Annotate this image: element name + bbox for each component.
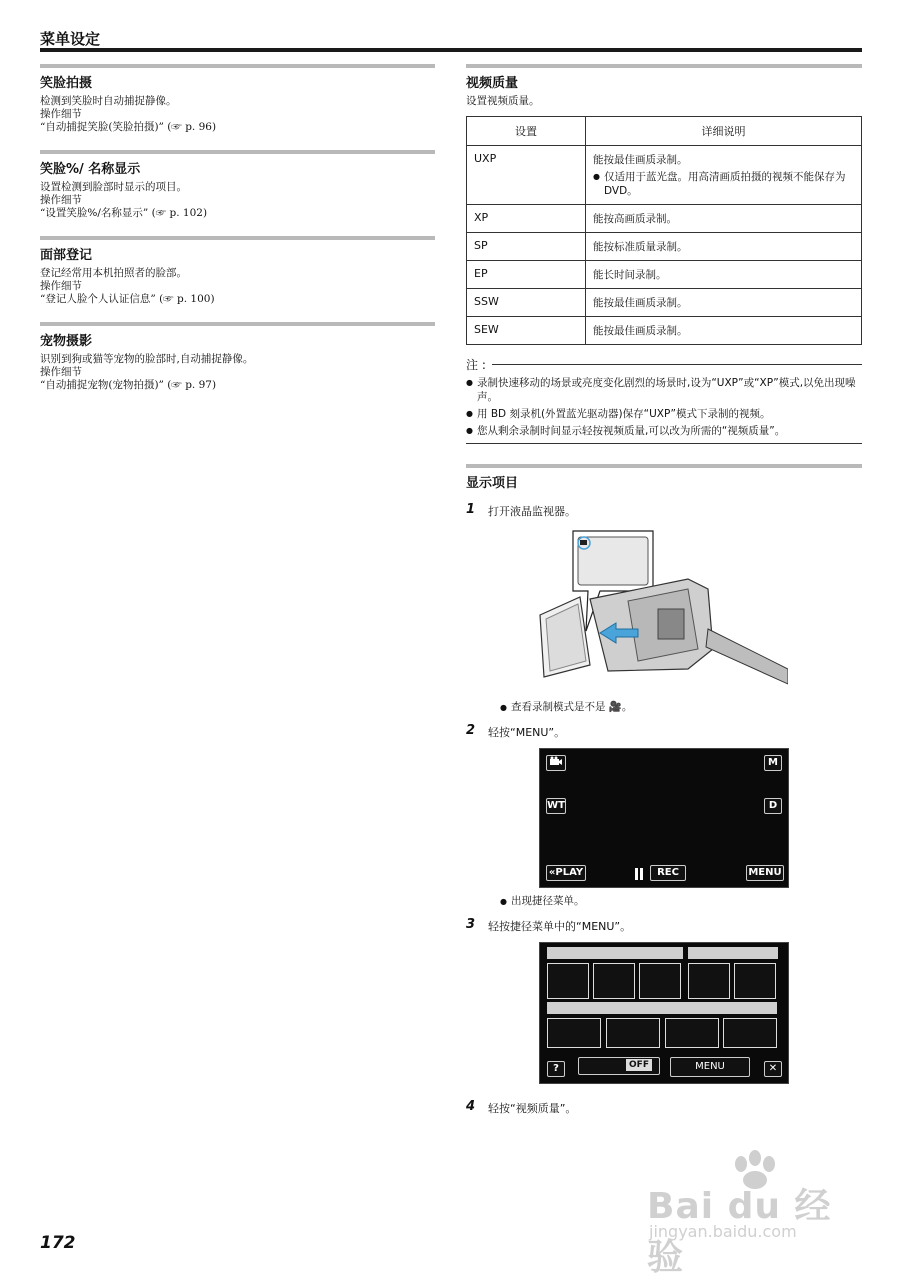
off-label: OFF: [626, 1059, 652, 1071]
camera-icon: [549, 756, 563, 766]
step-number: 1: [466, 502, 476, 517]
camcorder-illustration: [538, 529, 788, 694]
section-title: 笑脸拍摄: [40, 76, 93, 91]
step-text: 轻按“视频质量”。: [488, 1102, 577, 1115]
detail-cell: 能按最佳画质录制。: [586, 317, 862, 345]
table-header-row: [467, 117, 862, 146]
detail-cell: 能按最佳画质录制。: [586, 289, 862, 317]
setting-cell: SEW: [467, 317, 586, 345]
detail-cell: 能按标准质量录制。: [586, 233, 862, 261]
section-desc: 设置检测到脸部时显示的项目。: [40, 181, 187, 193]
setting-cell: UXP: [467, 146, 586, 205]
table-row: [467, 233, 862, 261]
menu-tile[interactable]: [688, 963, 730, 999]
detail-cell: [586, 146, 862, 205]
section-smile-name-display: [40, 150, 435, 220]
section-op-label: 操作细节: [40, 280, 82, 292]
quality-desc: 设置视频质量。: [466, 95, 540, 107]
pause-icon-glyph: [634, 867, 644, 881]
menu-band: [547, 1002, 777, 1014]
menu-tile[interactable]: [723, 1018, 777, 1048]
step-2: [466, 724, 862, 740]
menu-band: [688, 947, 778, 959]
quality-table: [466, 116, 862, 345]
section-op-label: 操作细节: [40, 194, 82, 206]
camcorder-drawing: [538, 529, 788, 694]
menu-tile[interactable]: [606, 1018, 660, 1048]
note-list: [466, 376, 862, 438]
help-button[interactable]: ?: [547, 1061, 565, 1077]
wt-button[interactable]: WT: [546, 798, 566, 814]
left-column: [40, 64, 435, 408]
setting-cell: SSW: [467, 289, 586, 317]
step-2-sub: [488, 894, 862, 908]
m-button[interactable]: M: [764, 755, 782, 771]
section-bar: [40, 236, 435, 240]
note-rule: [492, 364, 862, 365]
setting-cell: XP: [467, 205, 586, 233]
step-1: [466, 503, 862, 519]
table-row: [467, 261, 862, 289]
note-item: ● 用 BD 刻录机(外置蓝光驱动器)保存“UXP”模式下录制的视频。: [466, 407, 862, 421]
section-smile-shot: [40, 64, 435, 134]
step-3: [466, 918, 862, 934]
video-mode-icon[interactable]: [546, 755, 566, 771]
baidu-watermark: [645, 1150, 860, 1278]
table-row: [467, 205, 862, 233]
menu-button[interactable]: MENU: [746, 865, 784, 881]
section-op-label: 操作细节: [40, 366, 82, 378]
col-detail-header: 详细说明: [586, 117, 862, 146]
menu-tile[interactable]: [665, 1018, 719, 1048]
camera-screen-main: [539, 748, 789, 888]
pause-icon[interactable]: [634, 866, 644, 880]
section-bar: [466, 64, 862, 68]
right-column: [466, 64, 862, 1116]
watermark-brand: Bai du 经验: [647, 1186, 832, 1278]
step-text: 轻按“MENU”。: [488, 726, 566, 739]
menu-band: [547, 947, 683, 959]
section-op-label: 操作细节: [40, 108, 82, 120]
menu-tile[interactable]: [593, 963, 635, 999]
close-icon[interactable]: ✕: [764, 1061, 782, 1077]
step-text: 打开液晶监视器。: [488, 505, 576, 518]
note-label: 注 :: [466, 358, 486, 372]
detail-bullet: ● 仅适用于蓝光盘。用高清画质拍摄的视频不能保存为 DVD。: [593, 170, 854, 198]
section-desc: 识别到狗或猫等宠物的脸部时,自动捕捉静像。: [40, 353, 254, 365]
menu-tile[interactable]: [734, 963, 776, 999]
step-sub-text: ● 出现捷径菜单。: [500, 895, 585, 907]
section-desc: 登记经常用本机拍照者的脸部。: [40, 267, 187, 279]
setting-cell: SP: [467, 233, 586, 261]
section-link[interactable]: “设置笑脸%/名称显示” (☞ p. 102): [40, 207, 208, 219]
detail-cell: 能长时间录制。: [586, 261, 862, 289]
menu-tile[interactable]: [547, 1018, 601, 1048]
section-bar: [466, 464, 862, 468]
section-title: 笑脸%/ 名称显示: [40, 162, 141, 177]
menu-tile[interactable]: [639, 963, 681, 999]
menu-tile[interactable]: [547, 963, 589, 999]
section-pet-shot: [40, 322, 435, 392]
section-bar: [40, 64, 435, 68]
step-sub-text: ● 查看录制模式是不是 🎥。: [500, 701, 632, 713]
note-item: ● 录制快速移动的场景或亮度变化剧烈的场景时,设为“UXP”或“XP”模式,以免出现噪声。: [466, 376, 862, 404]
header-rule: [40, 48, 862, 52]
section-title: 面部登记: [40, 248, 93, 263]
page-header-title: 菜单设定: [40, 30, 101, 48]
section-desc: 检测到笑脸时自动捕捉静像。: [40, 95, 177, 107]
note-header: [466, 356, 862, 373]
section-bar: [40, 150, 435, 154]
display-title: 显示项目: [466, 476, 519, 491]
section-face-registration: [40, 236, 435, 306]
quality-title: 视频质量: [466, 76, 519, 91]
table-row: [467, 317, 862, 345]
note-item: ● 您从剩余录制时间显示轻按视频质量,可以改为所需的“视频质量”。: [466, 424, 862, 438]
detail-text: 能按最佳画质录制。: [593, 154, 688, 166]
menu-button[interactable]: MENU: [670, 1057, 750, 1077]
step-1-sub: [488, 700, 862, 714]
section-title: 宠物摄影: [40, 334, 93, 349]
section-link[interactable]: “登记人脸个人认证信息” (☞ p. 100): [40, 293, 215, 305]
step-number: 4: [466, 1099, 476, 1114]
col-setting-header: 设置: [467, 117, 586, 146]
note-end-rule: [466, 443, 862, 444]
step-text: 轻按捷径菜单中的“MENU”。: [488, 920, 632, 933]
section-link[interactable]: “自动捕捉宠物(宠物拍摄)” (☞ p. 97): [40, 379, 217, 391]
section-bar: [40, 322, 435, 326]
step-4: [466, 1100, 862, 1116]
play-button[interactable]: «PLAY: [546, 865, 586, 881]
setting-cell: EP: [467, 261, 586, 289]
step-number: 3: [466, 917, 476, 932]
table-row: [467, 289, 862, 317]
d-button[interactable]: D: [764, 798, 782, 814]
detail-cell: 能按高画质录制。: [586, 205, 862, 233]
shortcut-menu-screen: [539, 942, 789, 1084]
table-row: [467, 146, 862, 205]
section-link[interactable]: “自动捕捉笑脸(笑脸拍摄)” (☞ p. 96): [40, 121, 217, 133]
rec-button[interactable]: REC: [650, 865, 686, 881]
step-number: 2: [466, 723, 476, 738]
page-number: 172: [40, 1233, 76, 1253]
off-toggle[interactable]: [578, 1057, 660, 1075]
watermark-url: jingyan.baidu.com: [649, 1222, 797, 1241]
